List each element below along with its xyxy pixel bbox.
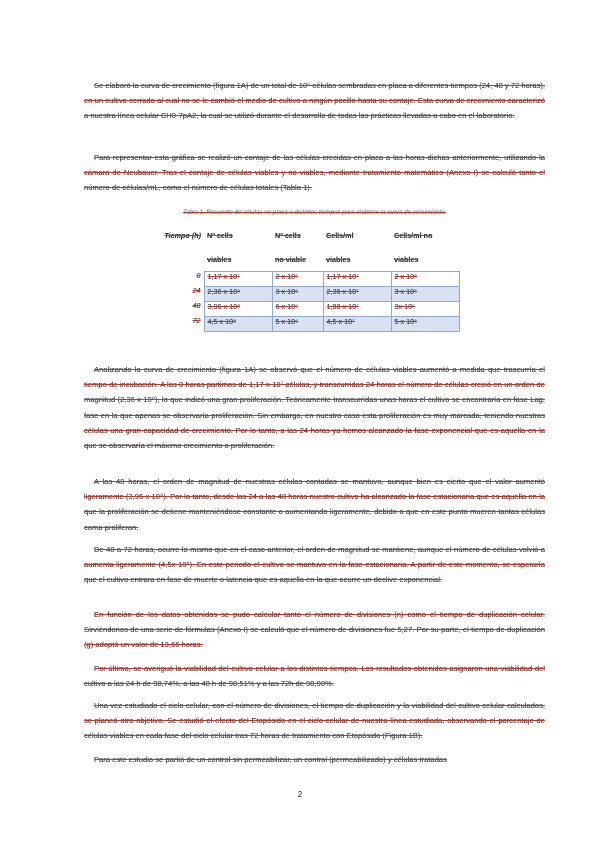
table-cell: 2,36 x 10⁷ <box>323 286 391 301</box>
paragraph-9: Para este estudio se partió de un control sin permeabilizar, un control (permeabilizado) y células tratadas <box>94 755 447 764</box>
row-label: 24 <box>192 286 201 295</box>
table-cell: 5 x 10⁶ <box>391 316 459 331</box>
row-label: 72 <box>192 316 201 325</box>
subheader-cell: viables <box>326 255 351 264</box>
header-cell: Nº cells <box>207 231 233 240</box>
table-cell: 6 x 10⁶ <box>272 301 323 316</box>
subheader-cell <box>150 245 204 271</box>
page-number: 2 <box>297 790 303 799</box>
header-cell: Nº cells <box>275 231 301 240</box>
paragraph-3: Analizando la curva de crecimiento (figura 1A) se observó que el número de células viables aumentó a medida que trascurría el tiempo de incubación. A las 0 horas partimos de 1,17 x 10⁷ células, y transcurridas 24 horas el número de células creció en un orden de magnitud (2,36 x 10⁸), lo que indicó una gran proliferación. Teóricamente transcurridas unas horas el cultivo se encontraría en fase Lag, fase en la que apenas se observaría proliferación. Sin embargo, en nuestro caso esta proliferación es muy marcada, teniendo nuestras células una gran capacidad de crecimiento. Por lo tanto, a las 24 horas ya hemos alcanzado la fase exponencial que es aquella en la que se observaría el máximo crecimiento o proliferación. <box>84 365 545 451</box>
table-row <box>150 271 459 286</box>
paragraph-8: Una vez estudiado el ciclo celular, con el número de divisiones, el tiempo de duplicación y la viabilidad del cultivo celular calculados, se planeó otro objetivo. Se estudió el efecto del Etopósido en el ciclo celular de nuestra línea estudiada, observando el porcentaje de células viables en cada fase del ciclo celular tras 72 horas de tratamiento con Etopósido (Figura 1B). <box>84 701 545 741</box>
paragraph-1: Se elaboró la curva de crecimiento (figura 1A) de un total de 10⁵ células sembradas en placa a diferentes tiempos (24, 48 y 72 horas), en un cultivo cerrado al cual no se le cambió el medio de cultivo a ningún pocillo hasta su contaje. Esta curva de crecimiento caracterizó a nuestra línea celular CH0-7pA2, la cual se utilizó durante el desarrollo de todas las prácticas llevadas a cabo en el laboratorio. <box>84 81 546 121</box>
table-cell: 2,36 x 10⁸ <box>204 286 272 301</box>
row-label: 0 <box>196 271 201 280</box>
table-cell: 1,17 x 10⁷ <box>204 271 272 286</box>
cell-count-table <box>150 231 460 332</box>
paragraph-7: Por último, se averiguó la viabilidad del cultivo celular a los distintos tiempos. Los resultados obtenidos asignaron una viabilidad del cultivo a las 24 h de 98,74%, a las 48 h de 98,51% y a las 72h de 98,90%. <box>84 664 545 689</box>
table-cell: 5 x 10⁶ <box>272 316 323 331</box>
table-cell: 3,96 x 10⁸ <box>204 301 272 316</box>
table-row <box>150 286 459 301</box>
table-row <box>150 316 459 331</box>
paragraph-2: Para representar esta gráfica se realizó un contaje de las células crecidas en placa a las horas dichas anteriormente, utilizando la cámara de Neubauer. Tras el contaje de células viables y no viables, mediante tratamiento matemático (Anexo I) se calculó tanto el número de células/mL, como el número de células totales (Tabla 1). <box>84 153 545 193</box>
subheader-cell: viables <box>394 255 419 264</box>
paragraph-5: De 48 a 72 horas, ocurre lo mismo que en el caso anterior, el orden de magnitud se mantiene, aunque el número de células volvió a aumenta ligeramente (4,5x 10⁸). En este periodo el cultivo se mantuvo en la fase estacionaria. A partir de este momento, se esperaría que el cultivo entrara en fase de muerte o latencia que es aquella en la que ocurre un declive exponencial. <box>84 545 545 585</box>
table-caption: Tabla 1. Recuento de células en placa a distintos tiempos para elaborar la curva de crecimiento. <box>182 209 447 216</box>
subheader-cell: viables <box>207 255 232 264</box>
header-cell: Cells/ml <box>326 231 354 240</box>
table-cell: 2 x 10⁶ <box>272 271 323 286</box>
row-label: 48 <box>192 301 201 310</box>
header-cell: Tiempo (h) <box>164 231 201 240</box>
paragraph-6: En función de los datos obtenidos se pudo calcular tanto el número de divisiones (n) como el tiempo de duplicación celular. Sirviéndonos de una serie de fórmulas (Anexo I) se calculó que el número de divisiones fue 5,27. Por su parte, el tiempo de duplicación (g) adoptó un valor de 13,66 horas. <box>84 610 545 650</box>
header-cell: Cells/ml no <box>394 231 433 240</box>
table-cell: 3 x 10⁵ <box>391 286 459 301</box>
table-cell: 1,17 x 10⁷ <box>323 271 391 286</box>
table-cell: 4,5 x 10⁷ <box>323 316 391 331</box>
table-cell: 2 x 10⁶ <box>391 271 459 286</box>
table-cell: 1,98 x 10⁷ <box>323 301 391 316</box>
table-header-row <box>150 231 459 245</box>
table-cell: 4,5 x 10⁸ <box>204 316 272 331</box>
subheader-cell: no viable <box>275 255 307 264</box>
paragraph-4: A las 48 horas, el orden de magnitud de nuestras células contadas se mantuvo, aunque bien es cierto que el valor aumentó ligeramente (3,96 x 10⁸). Por lo tanto, desde las 24 a las 48 horas nuestro cultivo ha alcanzado la fase estacionaria que es aquella en la que la proliferación se detiene manteniéndose constante o aumentando ligeramente, debido a que en este punto mueren tantas células como proliferan. <box>84 477 545 532</box>
table-cell: 3 x 10⁶ <box>272 286 323 301</box>
table-cell: 3x 10⁵ <box>391 301 459 316</box>
table-row <box>150 301 459 316</box>
table-subheader-row <box>150 245 459 271</box>
